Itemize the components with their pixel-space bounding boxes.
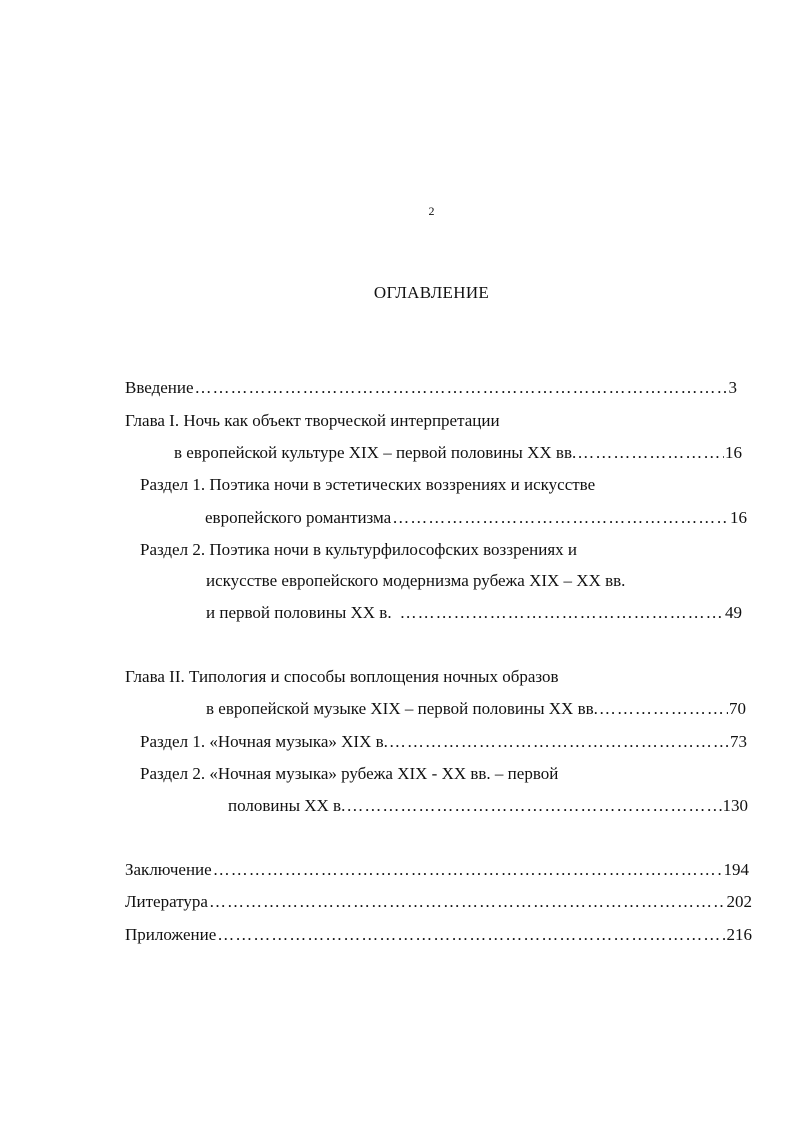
toc-section-1-2-title: Раздел 2. Поэтика ночи в культурфилософских воззрениях и <box>140 540 578 559</box>
toc-entry-label: в европейской культуре XIX – первой половины XX вв. <box>174 443 577 462</box>
toc-chapter-1-title: Глава I. Ночь как объект творческой интерпретации <box>125 411 500 430</box>
dot-leader <box>195 378 728 398</box>
toc-section-2-2-title: Раздел 2. «Ночная музыка» рубежа XIX - XX вв. – первой <box>140 764 559 783</box>
toc-page-number: 3 <box>728 378 737 397</box>
toc-entry-appendix[interactable] <box>125 925 752 945</box>
toc-section-1-1-title: Раздел 1. Поэтика ночи в эстетических воззрениях и искусстве <box>140 475 596 494</box>
toc-entry-conclusion[interactable] <box>125 860 749 880</box>
toc-page-number: 194 <box>723 860 749 879</box>
toc-entry-label: Литература <box>125 892 208 911</box>
toc-entry-section-1-1[interactable] <box>205 508 747 528</box>
dot-leader <box>209 892 726 912</box>
dot-leader <box>346 796 721 816</box>
toc-entry-label: в европейской музыке XIX – первой половины XX вв. <box>206 699 598 718</box>
toc-page-number: 202 <box>726 892 752 911</box>
toc-entry-label: половины XX в. <box>228 796 346 815</box>
toc-entry-label: европейского романтизма <box>205 508 392 527</box>
toc-section-1-2-title-cont: искусстве европейского модернизма рубежа XIX – XX вв. <box>206 571 626 590</box>
toc-page-number: 70 <box>729 699 746 718</box>
toc-entry-section-2-2[interactable] <box>228 796 748 816</box>
toc-page-number: 216 <box>726 925 752 944</box>
page-number: 2 <box>428 204 435 218</box>
toc-entry-chapter-2[interactable] <box>206 699 746 719</box>
toc-entry-section-2-1[interactable] <box>140 732 747 752</box>
dot-leader <box>577 443 724 463</box>
dot-leader <box>389 732 729 752</box>
toc-page-number: 16 <box>725 443 742 462</box>
toc-page-number: 49 <box>725 603 742 622</box>
dot-leader <box>599 699 728 719</box>
toc-page-number: 130 <box>722 796 748 815</box>
toc-page-number: 16 <box>730 508 747 527</box>
toc-page-number: 73 <box>730 732 747 751</box>
toc-entry-chapter-1[interactable] <box>174 443 742 463</box>
toc-entry-label: Раздел 1. «Ночная музыка» XIX в. <box>140 732 388 751</box>
toc-entry-introduction[interactable] <box>125 378 737 398</box>
toc-title: ОГЛАВЛЕНИЕ <box>373 283 490 302</box>
toc-entry-label: Приложение <box>125 925 217 944</box>
dot-leader <box>213 860 723 880</box>
dot-leader <box>217 925 725 945</box>
toc-entry-label: Введение <box>125 378 194 397</box>
toc-entry-section-1-2[interactable] <box>206 603 742 623</box>
dot-leader <box>392 508 729 528</box>
toc-entry-bibliography[interactable] <box>125 892 752 912</box>
toc-chapter-2-title: Глава II. Типология и способы воплощения ночных образов <box>125 667 559 686</box>
dot-leader <box>400 603 724 623</box>
toc-entry-label: и первой половины XX в. <box>206 603 392 622</box>
toc-entry-label: Заключение <box>125 860 212 879</box>
